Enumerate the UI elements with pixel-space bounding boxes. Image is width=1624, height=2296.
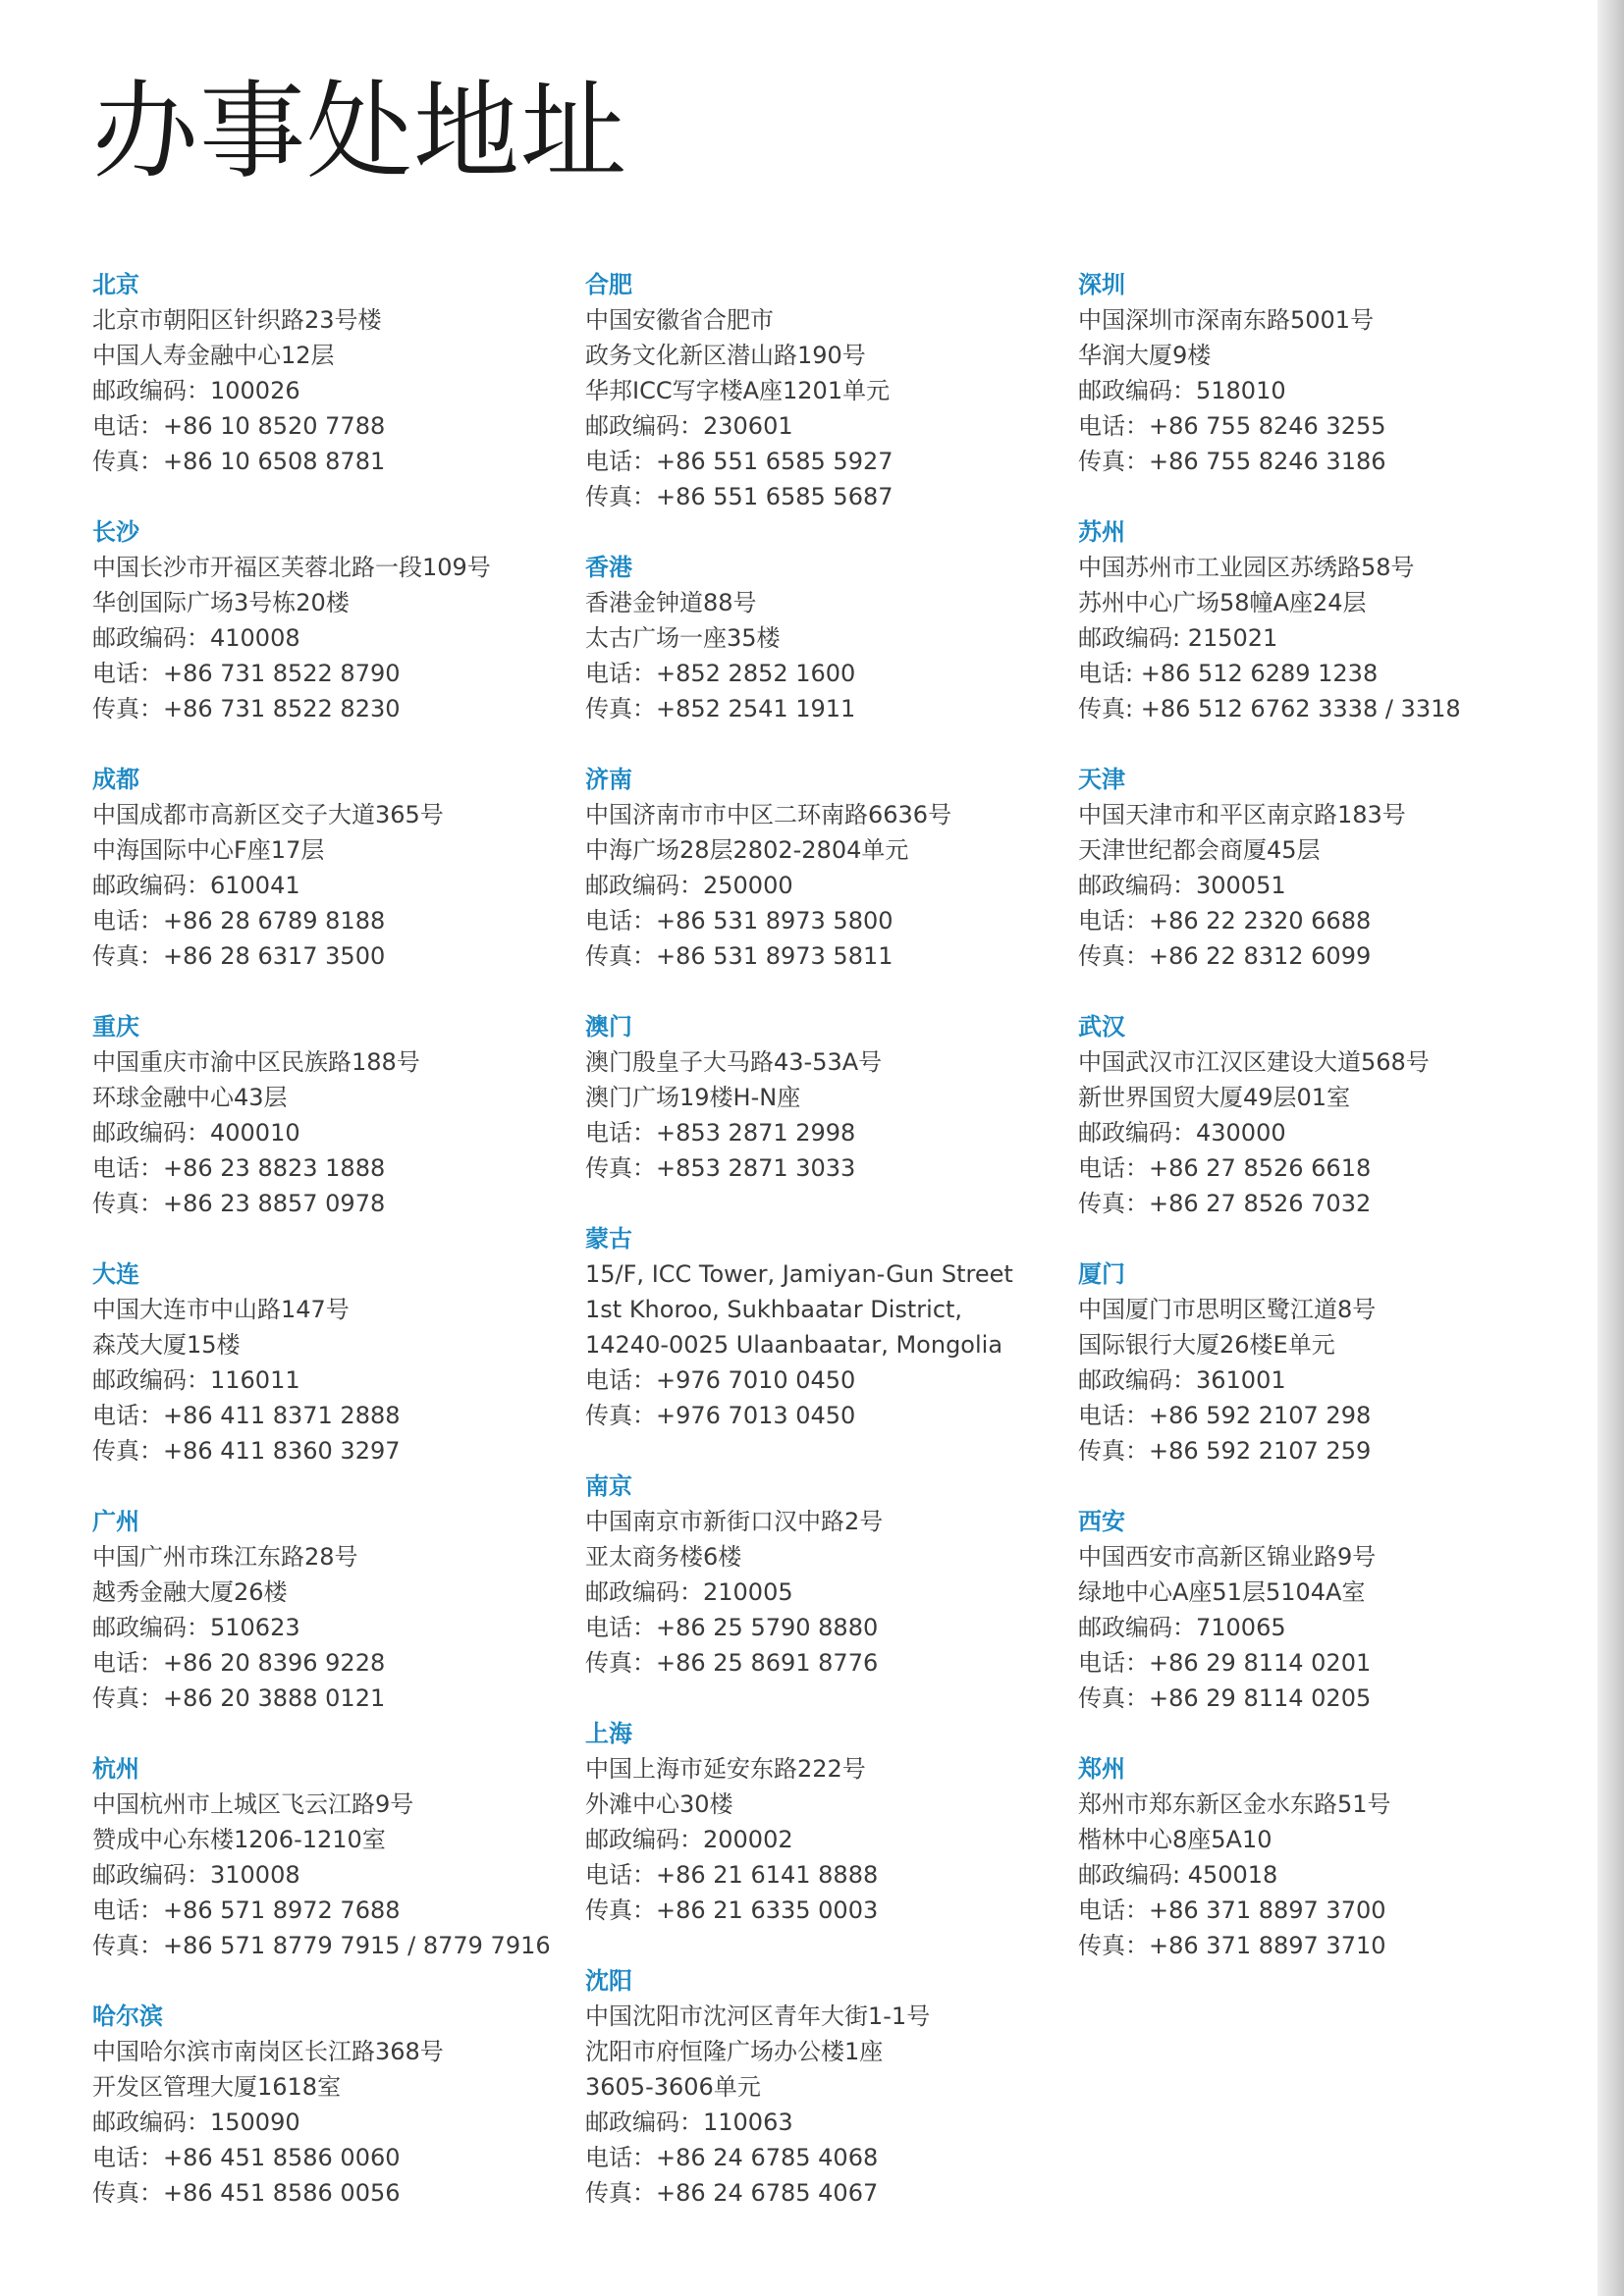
office-city-name: 杭州: [92, 1755, 139, 1783]
office-detail-line: 邮政编码：400010: [92, 1119, 300, 1147]
office-detail-line: 传真：+86 592 2107 259: [1078, 1437, 1372, 1465]
office-detail-line: 电话：+86 27 8526 6618: [1078, 1154, 1372, 1182]
office-detail-line: 新世界国贸大厦49层01室: [1078, 1084, 1351, 1111]
office-detail-line: 电话: +86 512 6289 1238: [1078, 660, 1379, 687]
office-detail-line: 电话：+86 22 2320 6688: [1078, 907, 1372, 934]
office-detail-line: 传真：+86 25 8691 8776: [585, 1649, 879, 1677]
office-detail-line: 中国人寿金融中心12层: [92, 342, 335, 369]
office-detail-line: 邮政编码：116011: [92, 1366, 300, 1394]
office-city-name: 郑州: [1078, 1755, 1125, 1783]
office-entry: [585, 762, 1056, 974]
office-detail-line: 传真：+86 551 6585 5687: [585, 483, 893, 510]
office-detail-line: 传真：+86 21 6335 0003: [585, 1896, 879, 1924]
office-detail-line: 电话：+86 411 8371 2888: [92, 1402, 401, 1429]
office-detail-line: 传真：+86 10 6508 8781: [92, 448, 386, 475]
office-detail-line: 中国武汉市江汉区建设大道568号: [1078, 1048, 1430, 1076]
office-entry: [92, 1256, 564, 1468]
office-detail-line: 苏州中心广场58幢A座24层: [1078, 589, 1367, 616]
office-detail-line: 邮政编码：230601: [585, 412, 793, 440]
office-entry: [585, 1468, 1056, 1681]
office-city-name: 西安: [1078, 1508, 1125, 1535]
office-detail-line: 邮政编码：200002: [585, 1826, 793, 1853]
office-detail-line: 电话：+86 21 6141 8888: [585, 1861, 879, 1889]
office-detail-line: 越秀金融大厦26楼: [92, 1578, 288, 1606]
office-detail-line: 中国长沙市开福区芙蓉北路一段109号: [92, 554, 491, 581]
office-detail-line: 华邦ICC写字楼A座1201单元: [585, 377, 891, 404]
office-detail-line: 传真：+86 29 8114 0205: [1078, 1684, 1372, 1712]
office-detail-line: 传真：+976 7013 0450: [585, 1402, 856, 1429]
office-detail-line: 电话：+853 2871 2998: [585, 1119, 856, 1147]
office-entry: [585, 267, 1056, 514]
office-entry: [1078, 1256, 1549, 1468]
office-detail-line: 邮政编码: 215021: [1078, 624, 1278, 652]
office-detail-line: 传真：+86 755 8246 3186: [1078, 448, 1386, 475]
office-detail-line: 中国深圳市深南东路5001号: [1078, 306, 1375, 334]
office-detail-line: 电话：+86 28 6789 8188: [92, 907, 386, 934]
office-detail-line: 电话：+86 24 6785 4068: [585, 2144, 879, 2171]
office-detail-line: 开发区管理大厦1618室: [92, 2073, 342, 2101]
office-entry: [1078, 1009, 1549, 1221]
page-edge-shadow: [1597, 0, 1624, 2296]
office-city-name: 深圳: [1078, 271, 1125, 298]
office-detail-line: 邮政编码：250000: [585, 872, 793, 899]
office-city-name: 厦门: [1078, 1260, 1125, 1288]
office-entry: [92, 1751, 564, 1963]
office-detail-line: 传真：+86 27 8526 7032: [1078, 1190, 1372, 1217]
office-detail-line: 华润大厦9楼: [1078, 342, 1212, 369]
office-entry: [1078, 514, 1549, 726]
office-city-name: 沈阳: [585, 1967, 632, 1995]
office-city-name: 苏州: [1078, 518, 1125, 546]
office-detail-line: 森茂大厦15楼: [92, 1331, 241, 1359]
office-detail-line: 电话：+86 25 5790 8880: [585, 1614, 879, 1641]
office-detail-line: 中国安徽省合肥市: [585, 306, 774, 334]
office-detail-line: 3605-3606单元: [585, 2073, 761, 2101]
office-detail-line: 北京市朝阳区针织路23号楼: [92, 306, 382, 334]
office-detail-line: 传真：+86 23 8857 0978: [92, 1190, 386, 1217]
office-entry: [1078, 1504, 1549, 1716]
office-entry: [92, 267, 564, 479]
office-city-name: 武汉: [1078, 1013, 1125, 1041]
office-detail-line: 中国大连市中山路147号: [92, 1296, 350, 1323]
office-detail-line: 传真：+86 28 6317 3500: [92, 942, 386, 970]
office-detail-line: 太古广场一座35楼: [585, 624, 781, 652]
office-detail-line: 邮政编码: 450018: [1078, 1861, 1278, 1889]
office-detail-line: 沈阳市府恒隆广场办公楼1座: [585, 2038, 884, 2065]
office-detail-line: 外滩中心30楼: [585, 1790, 733, 1818]
office-detail-line: 传真: +86 512 6762 3338 / 3318: [1078, 695, 1461, 722]
office-entry: [1078, 1751, 1549, 1963]
office-city-name: 蒙古: [585, 1225, 632, 1253]
office-detail-line: 中国广州市珠江东路28号: [92, 1543, 358, 1571]
office-city-name: 广州: [92, 1508, 139, 1535]
office-detail-line: 中国重庆市渝中区民族路188号: [92, 1048, 420, 1076]
office-detail-line: 华创国际广场3号栋20楼: [92, 589, 350, 616]
office-city-name: 香港: [585, 554, 632, 581]
office-detail-line: 电话：+86 531 8973 5800: [585, 907, 893, 934]
office-detail-line: 中国上海市延安东路222号: [585, 1755, 866, 1783]
office-detail-line: 中国成都市高新区交子大道365号: [92, 801, 444, 828]
office-detail-line: 邮政编码：610041: [92, 872, 300, 899]
office-detail-line: 电话：+86 23 8823 1888: [92, 1154, 386, 1182]
office-city-name: 北京: [92, 271, 139, 298]
office-detail-line: 传真：+853 2871 3033: [585, 1154, 856, 1182]
office-entry: [585, 1009, 1056, 1186]
office-city-name: 成都: [92, 766, 139, 793]
office-detail-line: 电话：+86 551 6585 5927: [585, 448, 893, 475]
office-detail-line: 邮政编码：410008: [92, 624, 300, 652]
office-column-1: [92, 267, 564, 2246]
office-city-name: 长沙: [92, 518, 139, 546]
office-detail-line: 邮政编码：510623: [92, 1614, 300, 1641]
office-detail-line: 中国杭州市上城区飞云江路9号: [92, 1790, 414, 1818]
office-detail-line: 邮政编码：210005: [585, 1578, 793, 1606]
office-detail-line: 传真：+86 411 8360 3297: [92, 1437, 401, 1465]
office-detail-line: 传真：+86 371 8897 3710: [1078, 1932, 1386, 1959]
office-column-3: [1078, 267, 1549, 1999]
office-detail-line: 中国哈尔滨市南岗区长江路368号: [92, 2038, 444, 2065]
office-detail-line: 国际银行大厦26楼E单元: [1078, 1331, 1335, 1359]
office-entry: [92, 1999, 564, 2211]
office-detail-line: 传真：+86 22 8312 6099: [1078, 942, 1372, 970]
office-detail-line: 绿地中心A座51层5104A室: [1078, 1578, 1366, 1606]
office-city-name: 哈尔滨: [92, 2002, 163, 2030]
office-detail-line: 中海国际中心F座17层: [92, 836, 325, 864]
office-detail-line: 电话：+86 10 8520 7788: [92, 412, 386, 440]
office-detail-line: 邮政编码：430000: [1078, 1119, 1286, 1147]
office-detail-line: 邮政编码：710065: [1078, 1614, 1286, 1641]
office-detail-line: 政务文化新区潜山路190号: [585, 342, 866, 369]
office-entry: [1078, 762, 1549, 974]
office-entry: [585, 1963, 1056, 2211]
office-detail-line: 邮政编码：110063: [585, 2109, 793, 2136]
office-detail-line: 赞成中心东楼1206-1210室: [92, 1826, 386, 1853]
office-entry: [585, 550, 1056, 726]
office-detail-line: 中国济南市市中区二环南路6636号: [585, 801, 952, 828]
office-detail-line: 邮政编码：310008: [92, 1861, 300, 1889]
office-city-name: 澳门: [585, 1013, 632, 1041]
office-city-name: 济南: [585, 766, 632, 793]
page-title: 办事处地址: [92, 71, 628, 193]
office-entry: [92, 514, 564, 726]
office-detail-line: 传真：+86 531 8973 5811: [585, 942, 893, 970]
office-entry: [585, 1716, 1056, 1928]
office-detail-line: 天津世纪都会商厦45层: [1078, 836, 1321, 864]
office-detail-line: 邮政编码：150090: [92, 2109, 300, 2136]
office-detail-line: 中国沈阳市沈河区青年大街1-1号: [585, 2002, 931, 2030]
office-detail-line: 电话：+86 571 8972 7688: [92, 1896, 401, 1924]
office-detail-line: 1st Khoroo, Sukhbaatar District,: [585, 1296, 963, 1323]
office-detail-line: 楷林中心8座5A10: [1078, 1826, 1272, 1853]
office-detail-line: 邮政编码：100026: [92, 377, 300, 404]
office-city-name: 合肥: [585, 271, 632, 298]
office-detail-line: 香港金钟道88号: [585, 589, 757, 616]
office-detail-line: 邮政编码：361001: [1078, 1366, 1286, 1394]
office-city-name: 上海: [585, 1720, 632, 1747]
office-entry: [92, 1504, 564, 1716]
office-detail-line: 传真：+86 731 8522 8230: [92, 695, 401, 722]
office-detail-line: 传真：+86 24 6785 4067: [585, 2179, 879, 2207]
office-entry: [92, 762, 564, 974]
office-detail-line: 电话：+86 451 8586 0060: [92, 2144, 401, 2171]
office-detail-line: 中海广场28层2802-2804单元: [585, 836, 909, 864]
office-detail-line: 中国西安市高新区锦业路9号: [1078, 1543, 1377, 1571]
office-city-name: 天津: [1078, 766, 1125, 793]
office-detail-line: 14240-0025 Ulaanbaatar, Mongolia: [585, 1331, 1003, 1359]
office-detail-line: 电话：+86 755 8246 3255: [1078, 412, 1386, 440]
office-detail-line: 中国厦门市思明区鹭江道8号: [1078, 1296, 1377, 1323]
office-detail-line: 澳门殷皇子大马路43-53A号: [585, 1048, 883, 1076]
office-detail-line: 15/F, ICC Tower, Jamiyan-Gun Street: [585, 1260, 1013, 1288]
office-detail-line: 亚太商务楼6楼: [585, 1543, 742, 1571]
office-detail-line: 中国南京市新街口汉中路2号: [585, 1508, 884, 1535]
office-detail-line: 电话：+852 2852 1600: [585, 660, 856, 687]
office-column-2: [585, 267, 1056, 2246]
office-entry: [585, 1221, 1056, 1433]
office-detail-line: 郑州市郑东新区金水东路51号: [1078, 1790, 1391, 1818]
office-detail-line: 传真：+852 2541 1911: [585, 695, 856, 722]
office-detail-line: 电话：+86 29 8114 0201: [1078, 1649, 1372, 1677]
office-detail-line: 环球金融中心43层: [92, 1084, 288, 1111]
office-detail-line: 传真：+86 20 3888 0121: [92, 1684, 386, 1712]
office-detail-line: 澳门广场19楼H-N座: [585, 1084, 801, 1111]
office-detail-line: 传真：+86 571 8779 7915 / 8779 7916: [92, 1932, 551, 1959]
office-city-name: 重庆: [92, 1013, 139, 1041]
office-detail-line: 电话：+86 731 8522 8790: [92, 660, 401, 687]
office-detail-line: 传真：+86 451 8586 0056: [92, 2179, 401, 2207]
office-city-name: 南京: [585, 1472, 632, 1500]
office-entry: [92, 1009, 564, 1221]
office-detail-line: 电话：+976 7010 0450: [585, 1366, 856, 1394]
office-detail-line: 中国天津市和平区南京路183号: [1078, 801, 1406, 828]
office-detail-line: 电话：+86 592 2107 298: [1078, 1402, 1372, 1429]
office-directory: [0, 267, 1597, 2296]
office-detail-line: 邮政编码：518010: [1078, 377, 1286, 404]
office-entry: [1078, 267, 1549, 479]
office-detail-line: 电话：+86 20 8396 9228: [92, 1649, 386, 1677]
office-detail-line: 电话：+86 371 8897 3700: [1078, 1896, 1386, 1924]
office-detail-line: 中国苏州市工业园区苏绣路58号: [1078, 554, 1415, 581]
office-city-name: 大连: [92, 1260, 139, 1288]
office-detail-line: 邮政编码：300051: [1078, 872, 1286, 899]
